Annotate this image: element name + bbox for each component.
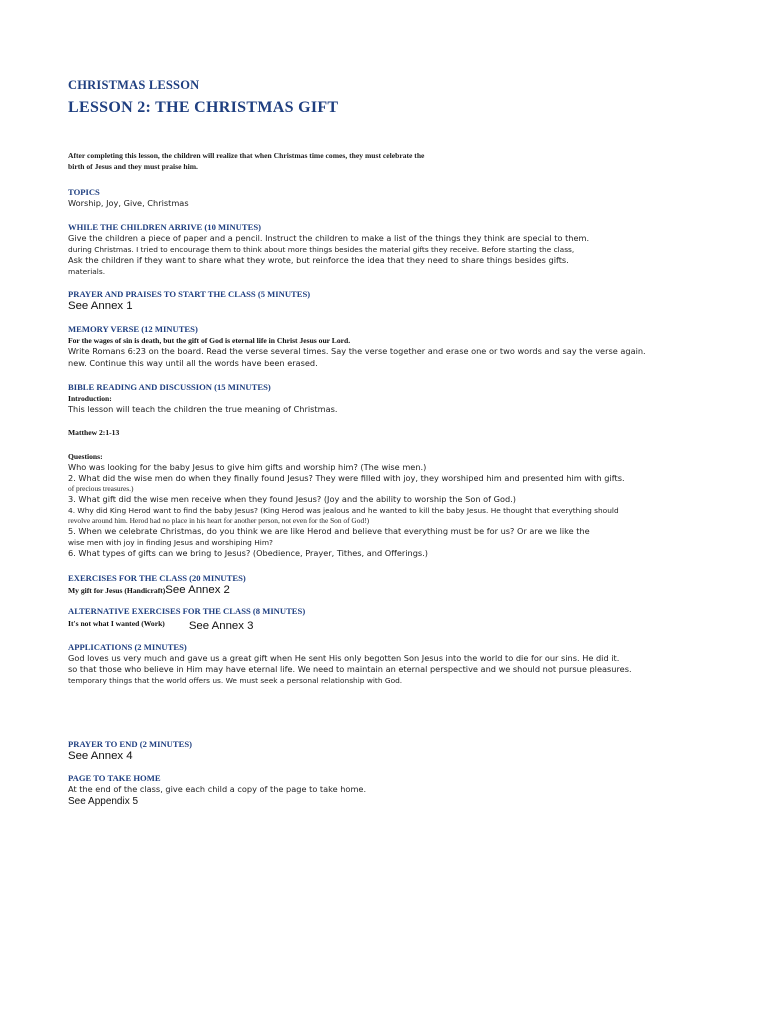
alt-exercises-row: [68, 617, 718, 630]
question: 5. When we celebrate Christmas, do you think we are like Herod and believe that everything must be for us? Or are we like the: [68, 526, 590, 537]
lesson-document: [68, 78, 718, 808]
applications-line: so that those who believe in Him may have eternal life. We need to maintain an eternal perspective and we should not pursue pleasures.: [68, 664, 632, 675]
topics-section: [68, 187, 718, 209]
alt-exercises-annex: See Annex 3: [188, 619, 254, 632]
memory-line: Write Romans 6:23 on the board. Read the verse several times. Say the verse together and erase one or two words and say the verse again.: [68, 346, 646, 357]
document-kicker: CHRISTMAS LESSON: [68, 78, 200, 92]
arrive-section: [68, 222, 718, 277]
bible-passage: Matthew 2:1-13: [68, 427, 120, 437]
alt-exercises-heading: ALTERNATIVE EXERCISES FOR THE CLASS (8 MINUTES): [68, 605, 306, 616]
bible-heading: BIBLE READING AND DISCUSSION (15 MINUTES): [68, 382, 271, 393]
question: 3. What gift did the wise men receive when they found Jesus? (Joy and the ability to worship the Son of God.): [68, 494, 516, 505]
exercises-label: My gift for Jesus (Handicraft): [68, 585, 166, 595]
take-home-section: [68, 773, 718, 807]
memory-section: [68, 324, 718, 369]
arrive-line: during Christmas. I tried to encourage them to think about more things besides the material gifts they receive. Before starting the class,: [68, 244, 575, 254]
exercises-row: [68, 584, 718, 597]
alt-exercises-section: [68, 606, 718, 630]
memory-line: new. Continue this way until all the words have been erased.: [68, 357, 318, 368]
question: 2. What did the wise men do when they finally found Jesus? They were filled with joy, they worshiped him and presented him with gifts.: [68, 473, 625, 484]
exercises-section: [68, 573, 718, 597]
question-continued: of precious treasures.): [68, 484, 134, 494]
question: Who was looking for the baby Jesus to give him gifts and worship him? (The wise men.): [68, 461, 427, 472]
prayer-end-section: [68, 739, 718, 763]
exercises-heading: EXERCISES FOR THE CLASS (20 MINUTES): [68, 572, 246, 583]
questions-label: Questions:: [68, 451, 103, 461]
arrive-line: Ask the children if they want to share what they wrote, but reinforce the idea that they need to share things besides gifts.: [68, 255, 569, 266]
topics-heading: TOPICS: [68, 187, 100, 197]
bible-intro-label: Introduction:: [68, 394, 112, 404]
prayer-start-annex: See Annex 1: [68, 300, 133, 313]
intro-line: After completing this lesson, the children will realize that when Christmas time comes, they must celebrate the: [68, 151, 425, 160]
applications-heading: APPLICATIONS (2 MINUTES): [68, 641, 187, 652]
memory-verse: For the wages of sin is death, but the gift of God is eternal life in Christ Jesus our Lord.: [68, 336, 351, 346]
arrive-line: materials.: [68, 266, 106, 276]
exercises-annex: See Annex 2: [165, 583, 230, 596]
arrive-heading: WHILE THE CHILDREN ARRIVE (10 MINUTES): [68, 222, 261, 233]
memory-heading: MEMORY VERSE (12 MINUTES): [68, 324, 198, 335]
question-continued: wise men with joy in finding Jesus and worshiping Him?: [68, 537, 273, 547]
bible-intro-text: This lesson will teach the children the true meaning of Christmas.: [68, 404, 338, 415]
document-title: LESSON 2: THE CHRISTMAS GIFT: [68, 99, 339, 116]
intro-paragraph: [68, 150, 718, 172]
alt-exercises-label: It's not what I wanted (Work): [68, 618, 165, 628]
applications-section: [68, 642, 718, 686]
prayer-start-heading: PRAYER AND PRAISES TO START THE CLASS (5 MINUTES): [68, 289, 311, 300]
question-continued: revolve around him. Herod had no place in his heart for another person, not even for the Son of God!): [68, 516, 370, 526]
prayer-start-section: [68, 289, 718, 313]
applications-line: temporary things that the world offers us. We must seek a personal relationship with God.: [68, 675, 403, 685]
bible-section: [68, 382, 718, 560]
take-home-annex: See Appendix 5: [68, 795, 139, 807]
arrive-line: Give the children a piece of paper and a pencil. Instruct the children to make a list of the things they think are special to them.: [68, 233, 590, 244]
question: 4. Why did King Herod want to find the baby Jesus? (King Herod was jealous and he wanted to kill the baby Jesus. He thought that everything should: [68, 505, 619, 515]
intro-line: birth of Jesus and they must praise him.: [68, 162, 198, 171]
applications-line: God loves us very much and gave us a great gift when He sent His only begotten Son Jesus into the world to die for our sins. He did it.: [68, 652, 620, 663]
prayer-end-annex: See Annex 4: [68, 750, 133, 763]
take-home-heading: PAGE TO TAKE HOME: [68, 773, 161, 784]
topics-text: Worship, Joy, Give, Christmas: [68, 198, 189, 208]
prayer-end-heading: PRAYER TO END (2 MINUTES): [68, 739, 192, 750]
take-home-text: At the end of the class, give each child a copy of the page to take home.: [68, 784, 367, 795]
question: 6. What types of gifts can we bring to Jesus? (Obedience, Prayer, Tithes, and Offerings.): [68, 548, 428, 559]
